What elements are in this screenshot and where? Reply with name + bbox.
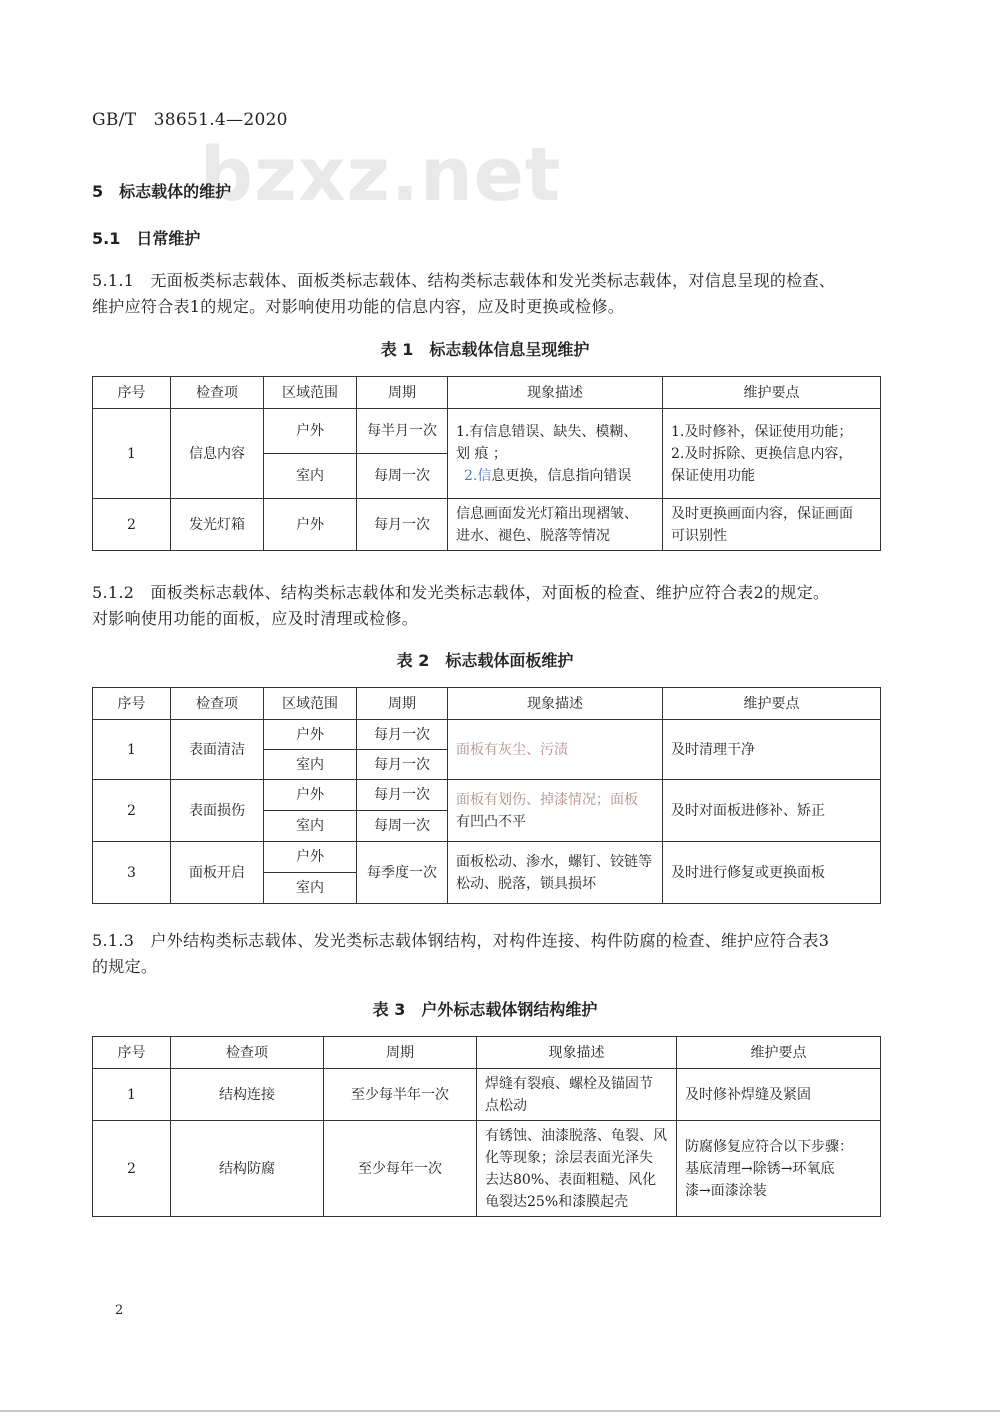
table-row	[93, 1069, 881, 1121]
cell-period: 每月一次	[357, 750, 448, 780]
col-header-description: 现象描述	[448, 688, 663, 720]
cell-item: 发光灯箱	[171, 499, 264, 551]
table-2-caption: 表 2 标志载体面板维护	[396, 651, 574, 670]
cell-period: 每季度一次	[357, 842, 448, 904]
cell-area: 户外	[264, 780, 357, 811]
maint-line: 基底清理→除锈→环氧底	[685, 1160, 835, 1177]
cell-description	[448, 499, 663, 551]
maint-line: 可识别性	[671, 527, 727, 544]
col-header-maintenance: 维护要点	[677, 1037, 881, 1069]
cell-period: 至少每半年一次	[324, 1069, 477, 1121]
table-row	[93, 842, 881, 873]
col-header-description: 现象描述	[448, 377, 663, 409]
col-header-item: 检查项	[171, 1037, 324, 1069]
cell-no: 1	[93, 1069, 171, 1121]
col-header-item: 检查项	[171, 688, 264, 720]
cell-maintenance: 及时修补焊缝及紧固	[677, 1069, 881, 1121]
desc-line: 化等现象；涂层表面光泽失	[485, 1149, 653, 1166]
col-header-description: 现象描述	[477, 1037, 677, 1069]
col-header-period: 周期	[324, 1037, 477, 1069]
desc-line: 焊缝有裂痕、螺栓及锚固节	[485, 1075, 653, 1092]
table-row	[93, 409, 881, 454]
cell-period: 每月一次	[357, 720, 448, 750]
table-row	[93, 499, 881, 551]
cell-period: 每月一次	[357, 499, 448, 551]
maint-line: 保证使用功能	[671, 467, 755, 484]
desc-number: 2.信	[464, 467, 492, 484]
clause-5-1-2-line2: 对影响使用功能的面板，应及时清理或检修。	[92, 609, 419, 628]
clause-5-1-3	[92, 928, 892, 980]
cell-no: 1	[93, 409, 171, 499]
cell-maintenance: 及时进行修复或更换面板	[663, 842, 881, 904]
col-header-period: 周期	[357, 688, 448, 720]
cell-area: 户外	[264, 409, 357, 454]
cell-area: 室内	[264, 811, 357, 842]
cell-maintenance: 及时清理干净	[663, 720, 881, 780]
cell-no: 2	[93, 1121, 171, 1217]
desc-line: 龟裂达25%和漆膜起壳	[485, 1193, 629, 1210]
cell-area: 室内	[264, 454, 357, 499]
col-header-area: 区域范围	[264, 688, 357, 720]
desc-line: 有凹凸不平	[456, 813, 526, 830]
table-3	[92, 1036, 881, 1217]
desc-line: 松动、脱落，锁具损坏	[456, 875, 596, 892]
cell-description	[477, 1121, 677, 1217]
cell-area: 室内	[264, 873, 357, 904]
desc-line: 划 痕 ；	[456, 445, 507, 462]
clause-5-1-2-line1: 5.1.2 面板类标志载体、结构类标志载体和发光类标志载体，对面板的检查、维护应符合表2的规定。	[92, 583, 830, 602]
table-2	[92, 687, 881, 904]
cell-area: 户外	[264, 842, 357, 873]
cell-description: 面板有灰尘、污渍	[448, 720, 663, 780]
desc-line: 面板有划伤、掉漆情况；面板	[456, 791, 638, 808]
col-header-maintenance: 维护要点	[663, 377, 881, 409]
col-header-maintenance: 维护要点	[663, 688, 881, 720]
maint-line: 漆→面漆涂装	[685, 1182, 767, 1199]
section-5-1-heading: 5.1 日常维护	[92, 229, 201, 248]
cell-maintenance	[663, 499, 881, 551]
cell-period: 每半月一次	[357, 409, 448, 454]
col-header-item: 检查项	[171, 377, 264, 409]
standard-number-header: GB/T 38651.4—2020	[92, 110, 288, 130]
desc-line: 进水、褪色、脱落等情况	[456, 527, 610, 544]
cell-area: 户外	[264, 720, 357, 750]
desc-line: 1.有信息错误、缺失、模糊、	[456, 423, 638, 440]
cell-period: 每周一次	[357, 811, 448, 842]
cell-period: 至少每年一次	[324, 1121, 477, 1217]
cell-description	[477, 1069, 677, 1121]
table-3-header-row	[93, 1037, 881, 1069]
table-1-header-row	[93, 377, 881, 409]
col-header-no: 序号	[93, 377, 171, 409]
clause-5-1-1-line1: 5.1.1 无面板类标志载体、面板类标志载体、结构类标志载体和发光类标志载体，对信息呈现的检查、	[92, 271, 836, 290]
table-2-header-row	[93, 688, 881, 720]
cell-description	[448, 842, 663, 904]
cell-period: 每周一次	[357, 454, 448, 499]
desc-line: 点松动	[485, 1097, 527, 1114]
table-row	[93, 720, 881, 750]
cell-area: 室内	[264, 750, 357, 780]
col-header-area: 区域范围	[264, 377, 357, 409]
watermark: bzxz.net	[200, 132, 562, 218]
cell-area: 户外	[264, 499, 357, 551]
cell-no: 1	[93, 720, 171, 780]
page-number: 2	[115, 1303, 124, 1318]
desc-line: 有锈蚀、油漆脱落、龟裂、风	[485, 1127, 667, 1144]
col-header-no: 序号	[93, 1037, 171, 1069]
section-5-heading: 5 标志载体的维护	[92, 182, 232, 201]
table-1	[92, 376, 881, 551]
clause-5-1-3-line1: 5.1.3 户外结构类标志载体、发光类标志载体钢结构，对构件连接、构件防腐的检查、维护应符合表3	[92, 931, 830, 950]
clause-5-1-1-line2: 维护应符合表1的规定。对影响使用功能的信息内容，应及时更换或检修。	[92, 297, 625, 316]
cell-no: 3	[93, 842, 171, 904]
maint-line: 防腐修复应符合以下步骤：	[685, 1138, 853, 1155]
desc-line: 信息画面发光灯箱出现褶皱、	[456, 505, 638, 522]
cell-maintenance	[663, 409, 881, 499]
cell-item: 表面清洁	[171, 720, 264, 780]
clause-5-1-2	[92, 580, 892, 632]
maint-line: 2.及时拆除、更换信息内容，	[671, 445, 853, 462]
cell-item: 结构防腐	[171, 1121, 324, 1217]
maint-line: 1.及时修补，保证使用功能；	[671, 423, 853, 440]
cell-maintenance	[677, 1121, 881, 1217]
col-header-no: 序号	[93, 688, 171, 720]
cell-description	[448, 780, 663, 842]
cell-item: 结构连接	[171, 1069, 324, 1121]
cell-item: 表面损伤	[171, 780, 264, 842]
cell-description	[448, 409, 663, 499]
clause-5-1-1	[92, 268, 892, 320]
clause-5-1-3-line2: 的规定。	[92, 957, 158, 976]
cell-no: 2	[93, 499, 171, 551]
table-row	[93, 1121, 881, 1217]
desc-text: 息更换，信息指向错误	[491, 467, 632, 484]
cell-period: 每月一次	[357, 780, 448, 811]
desc-line: 去达80%、表面粗糙、风化	[485, 1171, 657, 1188]
table-row	[93, 780, 881, 811]
cell-item: 面板开启	[171, 842, 264, 904]
table-1-caption: 表 1 标志载体信息呈现维护	[380, 340, 590, 359]
desc-line: 面板松动、渗水，螺钉、铰链等	[456, 853, 652, 870]
maint-line: 及时更换画面内容，保证画面	[671, 505, 853, 522]
table-3-caption: 表 3 户外标志载体钢结构维护	[372, 1000, 598, 1019]
page-bottom-edge	[0, 1410, 1000, 1412]
cell-maintenance: 及时对面板进修补、矫正	[663, 780, 881, 842]
desc-line	[456, 465, 654, 487]
col-header-period: 周期	[357, 377, 448, 409]
cell-no: 2	[93, 780, 171, 842]
cell-item: 信息内容	[171, 409, 264, 499]
